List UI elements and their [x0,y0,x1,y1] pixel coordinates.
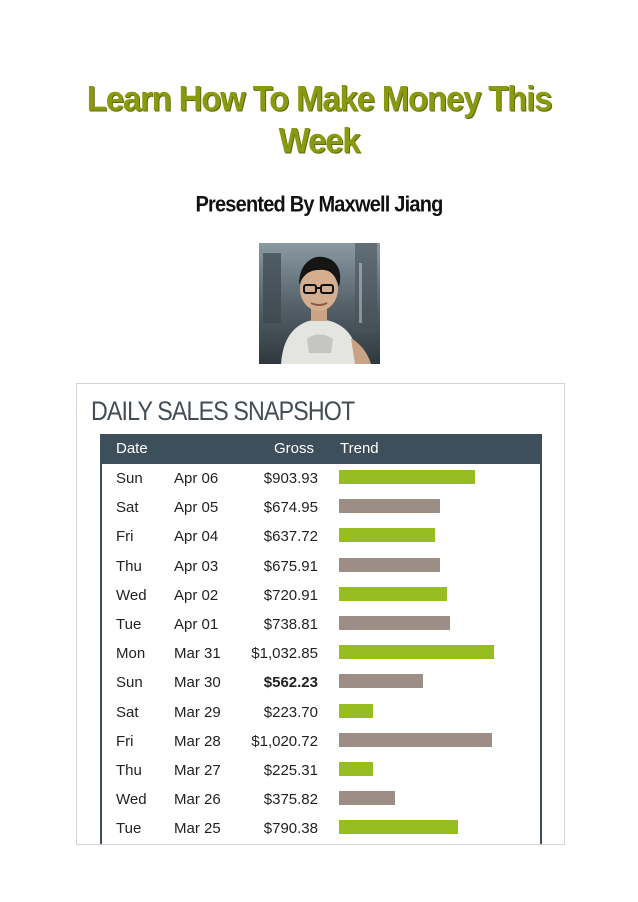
trend-bar [339,674,423,688]
trend-bar [339,470,475,484]
table-row [102,552,540,581]
row-date: Mar 29 [174,703,221,721]
table-row [102,522,540,551]
row-gross: $738.81 [263,616,318,633]
row-gross: $225.31 [263,762,318,779]
row-day: Fri [116,732,134,750]
row-gross: $562.23 [263,674,318,692]
daily-sales-snapshot [76,383,565,845]
header-trend: Trend [340,440,379,457]
table-row [102,493,540,522]
snapshot-heading: DAILY SALES SNAPSHOT [91,396,355,426]
row-date: Apr 04 [174,528,219,546]
row-day: Thu [116,557,142,575]
row-day: Tue [116,616,142,633]
trend-bar [339,499,440,513]
trend-bar [339,762,373,776]
row-gross: $674.95 [263,499,318,517]
title-line-2: Week [278,120,360,161]
row-date: Apr 05 [174,499,219,517]
table-row [102,814,540,843]
row-day: Wed [116,586,147,604]
row-date: Mar 26 [174,791,221,809]
row-gross: $375.82 [263,791,318,809]
table-row [102,581,540,610]
row-date: Apr 02 [174,586,219,604]
table-row [102,464,540,493]
row-date: Mar 31 [174,645,221,663]
row-date: Mar 28 [174,732,221,750]
row-day: Sun [116,674,143,692]
row-day: Mon [116,645,146,663]
row-day: Fri [116,528,134,546]
row-day: Sat [116,499,139,517]
row-date: Mar 25 [174,820,221,838]
table-row [102,727,540,756]
row-gross: $1,020.72 [251,732,318,750]
trend-bar [339,645,494,659]
row-day: Thu [116,762,142,779]
header-date: Date [116,440,148,457]
row-date: Apr 06 [174,470,219,487]
row-gross: $720.91 [263,586,318,604]
trend-bar [339,558,440,572]
trend-bar [339,587,447,601]
row-gross: $223.70 [263,703,318,721]
sales-table [100,434,542,845]
title-line-1: Learn How To Make Money This [86,77,552,118]
trend-bar [339,704,373,718]
row-date: Apr 01 [174,616,219,633]
trend-bar [339,791,395,805]
table-row [102,698,540,727]
row-day: Sat [116,703,139,721]
table-row [102,639,540,668]
author-photo [259,243,380,364]
row-gross: $903.93 [263,470,318,487]
table-row [102,610,540,639]
trend-bar [339,528,435,542]
row-day: Wed [116,791,147,809]
table-row [102,668,540,697]
row-gross: $1,032.85 [251,645,318,663]
row-day: Sun [116,470,143,487]
table-row [102,756,540,785]
row-date: Apr 03 [174,557,219,575]
row-gross: $790.38 [263,820,318,838]
trend-bar [339,616,450,630]
row-date: Mar 27 [174,762,221,779]
document-title [0,77,638,161]
table-header [102,434,540,464]
row-date: Mar 30 [174,674,221,692]
trend-bar [339,820,458,834]
table-row [102,785,540,814]
trend-bar [339,733,492,747]
header-gross: Gross [274,440,315,457]
author-photo-image [259,243,380,364]
row-day: Tue [116,820,142,838]
presenter-line: Presented By Maxwell Jiang [195,192,443,218]
row-gross: $675.91 [263,557,318,575]
row-gross: $637.72 [263,528,318,546]
